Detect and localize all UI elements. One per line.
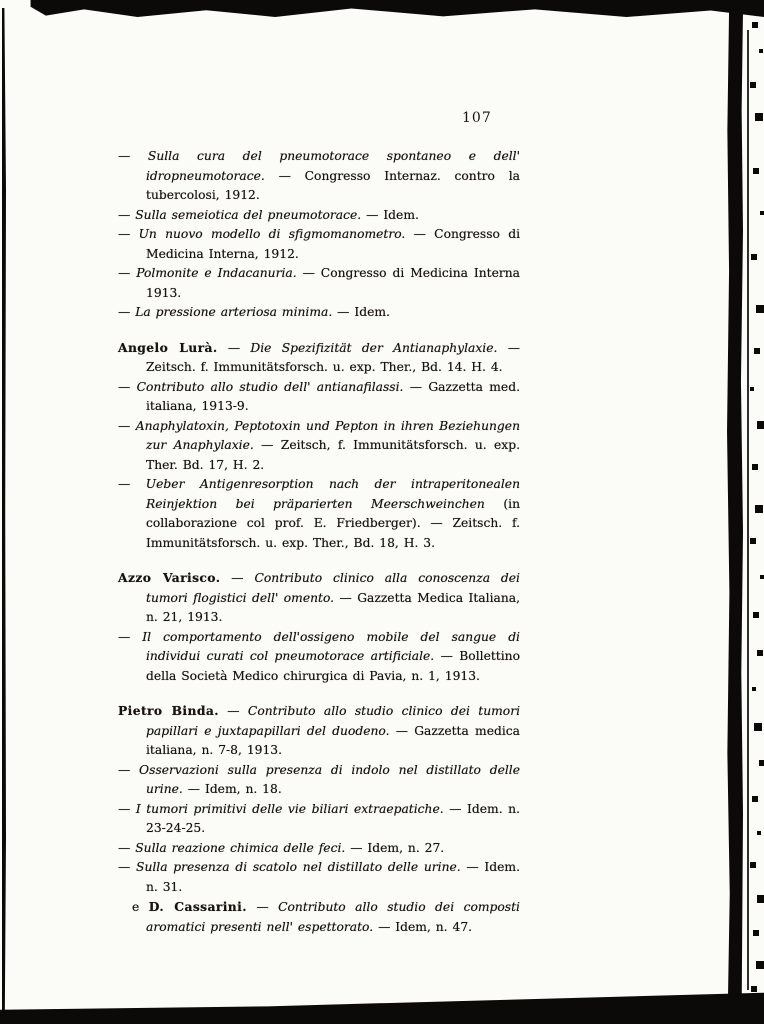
reference-text: —: [118, 860, 137, 874]
reference-text: —: [217, 340, 251, 355]
bibliography-entry: [118, 628, 520, 687]
bibliography-entry: [118, 303, 520, 323]
work-title: Die Spezifizität der Antianaphylaxie.: [250, 340, 498, 355]
bibliography-entry: [118, 225, 520, 264]
reference-text: —: [246, 900, 279, 914]
reference-text: — Idem, n. 18.: [182, 782, 282, 796]
work-title: Contributo allo studio dell' antianafilassi.: [136, 379, 404, 394]
work-title: Contributo clinico alla conoscenza dei tumori flogistici dell' omento.: [146, 571, 520, 605]
work-title: Sulla semeiotica del pneumotorace.: [135, 207, 362, 222]
work-title: Ueber Antigenresorption nach der intraperitonealen Reinjektion bei präparierten Meerschweinchen: [145, 477, 520, 511]
work-title: La pressione arteriosa minima.: [135, 305, 333, 319]
reference-text: — Idem.: [361, 207, 419, 222]
reference-text: —: [220, 571, 255, 585]
bibliography-entry: [118, 761, 520, 800]
bibliography-entry: [118, 475, 520, 553]
bibliography-entry: [118, 417, 520, 476]
bibliography: [118, 147, 520, 952]
bibliography-entry: [118, 839, 520, 859]
reference-text: —: [118, 418, 136, 433]
scan-border-right: [726, 10, 743, 1014]
work-title: Contributo allo studio dei composti aromatici presenti nell' espettorato.: [146, 900, 520, 934]
bibliography-entry: [118, 897, 520, 937]
reference-text: —: [118, 207, 136, 222]
bibliography-section-3: [118, 568, 520, 686]
reference-text: — Gazzetta Medica Italiana, n. 21, 1913.: [146, 590, 520, 624]
scan-edge-line-right: [747, 30, 749, 990]
reference-text: —: [118, 379, 137, 394]
scan-border-bottom: [0, 990, 764, 1024]
reference-text: — Idem. n. 23-24-25.: [146, 801, 520, 835]
bibliography-entry: [118, 264, 520, 303]
reference-text: — Zeitsch. f. Immunitätsforsch. u. exp. Ther., Bd. 14. H. 4.: [146, 340, 521, 374]
reference-text: —: [118, 629, 143, 644]
reference-text: —: [118, 266, 137, 280]
bibliography-section-1: [118, 147, 520, 323]
bibliography-entry: [118, 701, 520, 761]
work-title: Contributo allo studio clinico dei tumori papillari e juxtapapillari del duodeno.: [146, 704, 521, 738]
reference-text: e: [132, 900, 149, 914]
reference-text: — Gazzetta medica italiana, n. 7-8, 1913.: [146, 723, 520, 757]
work-title: Sulla presenza di scatolo nel distillato delle urine.: [136, 860, 461, 874]
reference-text: —: [118, 477, 146, 491]
author-name: Azzo Varisco.: [118, 570, 221, 585]
bibliography-entry: [118, 378, 520, 417]
bibliography-section-4: [118, 701, 520, 937]
reference-text: — Idem.: [332, 305, 390, 319]
scan-border-top: [0, 0, 764, 17]
work-title: I tumori primitivi delle vie biliari extraepatiche.: [135, 801, 444, 816]
author-name: D. Cassarini.: [148, 899, 247, 914]
scan-noise-speckles: [748, 20, 750, 22]
reference-text: —: [218, 704, 248, 718]
reference-text: —: [118, 305, 136, 319]
bibliography-entry: [118, 800, 520, 839]
author-name: Angelo Lurà.: [118, 339, 218, 355]
work-title: Anaphylatoxin, Peptotoxin und Pepton in ihren Beziehungen zur Anaphylaxie.: [135, 418, 520, 452]
author-name: Pietro Binda.: [118, 703, 219, 718]
work-title: Un nuovo modello di sfigmomanometro.: [138, 227, 406, 241]
reference-text: — Congresso Internaz. contro la tubercolosi, 1912.: [146, 168, 520, 202]
work-title: Osservazioni sulla presenza di indolo nel distillato delle urine.: [139, 762, 520, 796]
bibliography-entry: [118, 858, 520, 897]
work-title: Sulla reazione chimica delle feci.: [135, 840, 346, 855]
reference-text: — Gazzetta med. italiana, 1913-9.: [146, 379, 520, 413]
reference-text: — Idem. n. 31.: [146, 860, 520, 894]
reference-text: —: [118, 227, 139, 241]
work-title: Il comportamento dell'ossigeno mobile del sangue di individui curati col pneumotorace artificiale.: [142, 629, 520, 663]
reference-text: — Congresso di Medicina Interna 1913.: [146, 266, 520, 300]
scan-border-left: [2, 8, 6, 1018]
reference-text: — Congresso di Medicina Interna, 1912.: [146, 227, 520, 261]
bibliography-section-2: [118, 338, 520, 554]
work-title: Sulla cura del pneumotorace spontaneo e dell' idropneumotorace.: [146, 149, 520, 183]
reference-text: — Idem, n. 47.: [373, 919, 473, 934]
reference-text: —: [118, 762, 140, 777]
bibliography-entry: [118, 568, 520, 628]
bibliography-entry: [118, 147, 520, 206]
bibliography-entry: [118, 206, 520, 226]
bibliography-entry: [118, 338, 520, 378]
reference-text: —: [118, 149, 148, 163]
reference-text: — Zeitsch, f. Immunitätsforsch. u. exp. Ther. Bd. 17, H. 2.: [146, 438, 521, 472]
reference-text: — Idem, n. 27.: [345, 840, 445, 855]
page-number: 107: [462, 110, 492, 126]
reference-text: (in collaborazione col prof. E. Friedberger). — Zeitsch. f. Immunitätsforsch. u. exp. Ther., Bd. 18, H. 3.: [146, 496, 520, 550]
work-title: Polmonite e Indacanuria.: [136, 266, 297, 280]
reference-text: —: [118, 801, 136, 816]
reference-text: — Bollettino della Società Medico chirurgica di Pavia, n. 1, 1913.: [146, 649, 520, 683]
reference-text: —: [118, 840, 136, 855]
